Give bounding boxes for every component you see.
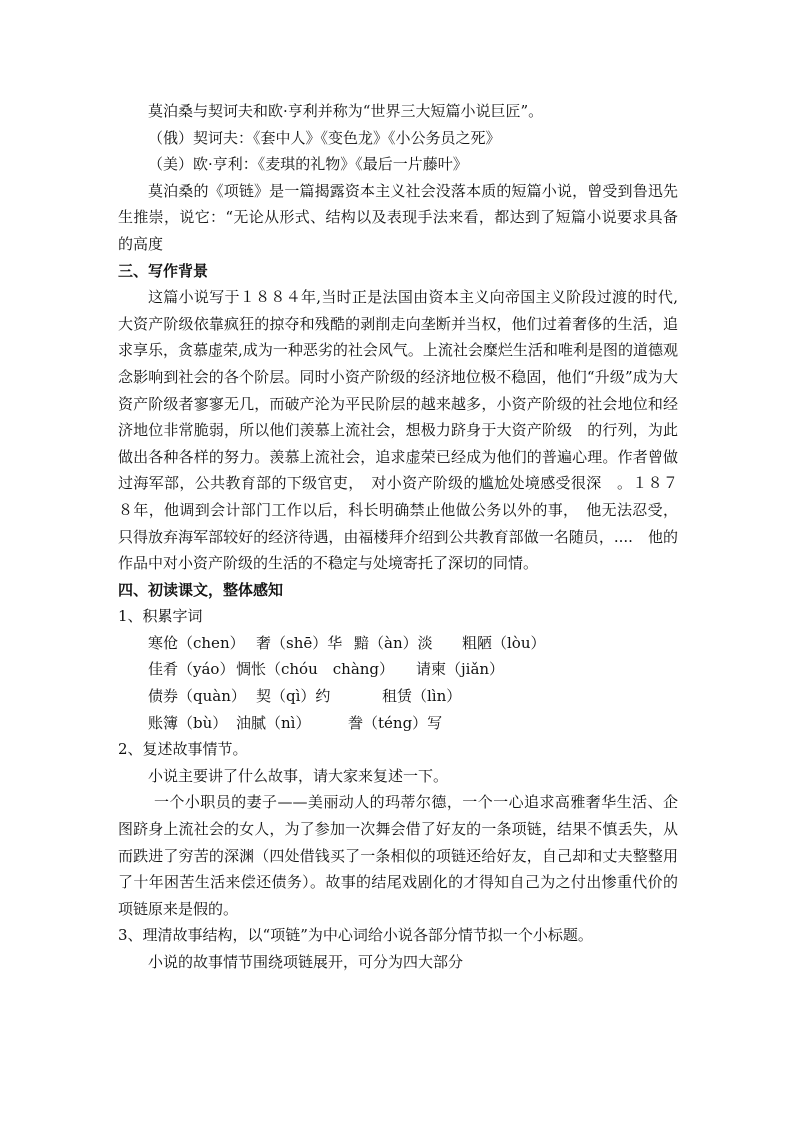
vocab-item: 请柬（jiǎn） xyxy=(416,660,505,679)
vocabulary-list xyxy=(118,630,678,736)
vocab-item: 寒伧（chen） xyxy=(148,633,245,652)
subheading-vocabulary: 1、积累字词 xyxy=(118,607,203,626)
vocab-item: 粗陋（lòu） xyxy=(462,633,546,652)
section-heading-first-reading: 四、初读课文，整体感知 xyxy=(118,580,284,599)
necklace-intro-paragraph: 莫泊桑的《项链》是一篇揭露资本主义社会没落本质的短篇小说，曾受到鲁迅先生推崇，说它：“无论从形式、结构以及表现手法来看，都达到了短篇小说要求具备的高度 xyxy=(118,181,678,253)
retell-question: 小说主要讲了什么故事，请大家来复述一下。 xyxy=(148,766,449,785)
ohenry-works: （美）欧·亨利：《麦琪的礼物》《最后一片藤叶》 xyxy=(148,155,468,174)
section-heading-background: 三、写作背景 xyxy=(118,261,209,280)
subheading-retell-plot: 2、复述故事情节。 xyxy=(118,740,248,759)
vocab-row xyxy=(118,656,678,683)
vocab-item: 油腻（nì） xyxy=(236,713,311,732)
subheading-story-structure: 3、理清故事结构，以“项链”为中心词给小说各部分情节拟一个小标题。 xyxy=(118,926,593,945)
background-paragraph: 这篇小说写于１８８４年,当时正是法国由资本主义向帝国主义阶段过渡的时代,大资产阶级依靠疯狂的掠夺和残酷的剥削走向垄断并当权，他们过着奢侈的生活，追求享乐，贪慕虚荣,成为一种恶劣的社会风气。上流社会糜烂生活和唯利是图的道德观念影响到社会的各个阶层。同时小资产阶级的经济地位极不稳固，他们“升级”成为大资产阶级者寥寥无几，而破产沦为平民阶层的越来越多，小资产阶级的社会地位和经济地位非常脆弱，所以他们羡慕上流社会，想极力跻身于大资产阶级 的行列，为此做出各种各样的努力。羡慕上流社会，追求虚荣已经成为他们的普遍心理。作者曾做过海军部，公共教育部的下级官吏， 对小资产阶级的尴尬处境感受很深 。１８７８年，他调到会计部门工作以后，科长明确禁止他做公务以外的事， 他无法忍受，只得放弃海军部较好的经济待遇，由福楼拜介绍到公共教育部做一名随员，.... 他的作品中对小资产阶级的生活的不稳定与处境寄托了深切的同情。 xyxy=(118,288,678,573)
chekhov-works: （俄）契诃夫：《套中人》《变色龙》《小公务员之死》 xyxy=(148,128,501,147)
vocab-item: 誊（téng）写 xyxy=(348,713,443,732)
document-body xyxy=(118,98,678,976)
vocab-item: 佳肴（yáo） xyxy=(148,660,235,679)
vocab-item: 租赁（lìn） xyxy=(382,687,462,706)
vocab-row xyxy=(118,630,678,657)
story-summary-paragraph: 一个小职员的妻子——美丽动人的玛蒂尔德，一个一心追求高雅奢华生活、企图跻身上流社会的女人，为了参加一次舞会借了好友的一条项链，结果不慎丢失，从而跌进了穷苦的深渊（四处借钱买了一条相似的项链还给好友，自己却和丈夫整整用了十年困苦生活来偿还债务）。故事的结尾戏剧化的才得知自己为之付出惨重代价的项链原来是假的。 xyxy=(118,793,678,918)
vocab-item: 债券（quàn） xyxy=(148,687,246,706)
structure-paragraph: 小说的故事情节围绕项链展开，可分为四大部分 xyxy=(148,953,464,971)
vocab-item: 黯（àn）淡 xyxy=(354,633,433,652)
vocab-item: 奢（shē）华 xyxy=(256,633,343,652)
vocab-item: 惆怅（chóu chàng） xyxy=(236,660,395,679)
vocab-row xyxy=(118,683,678,710)
intro-paragraph: 莫泊桑与契诃夫和欧·亨利并称为“世界三大短篇小说巨匠”。 xyxy=(148,102,544,120)
vocab-item: 契（qì）约 xyxy=(256,687,331,706)
vocab-item: 账簿（bù） xyxy=(148,713,228,732)
vocab-row xyxy=(118,710,678,737)
